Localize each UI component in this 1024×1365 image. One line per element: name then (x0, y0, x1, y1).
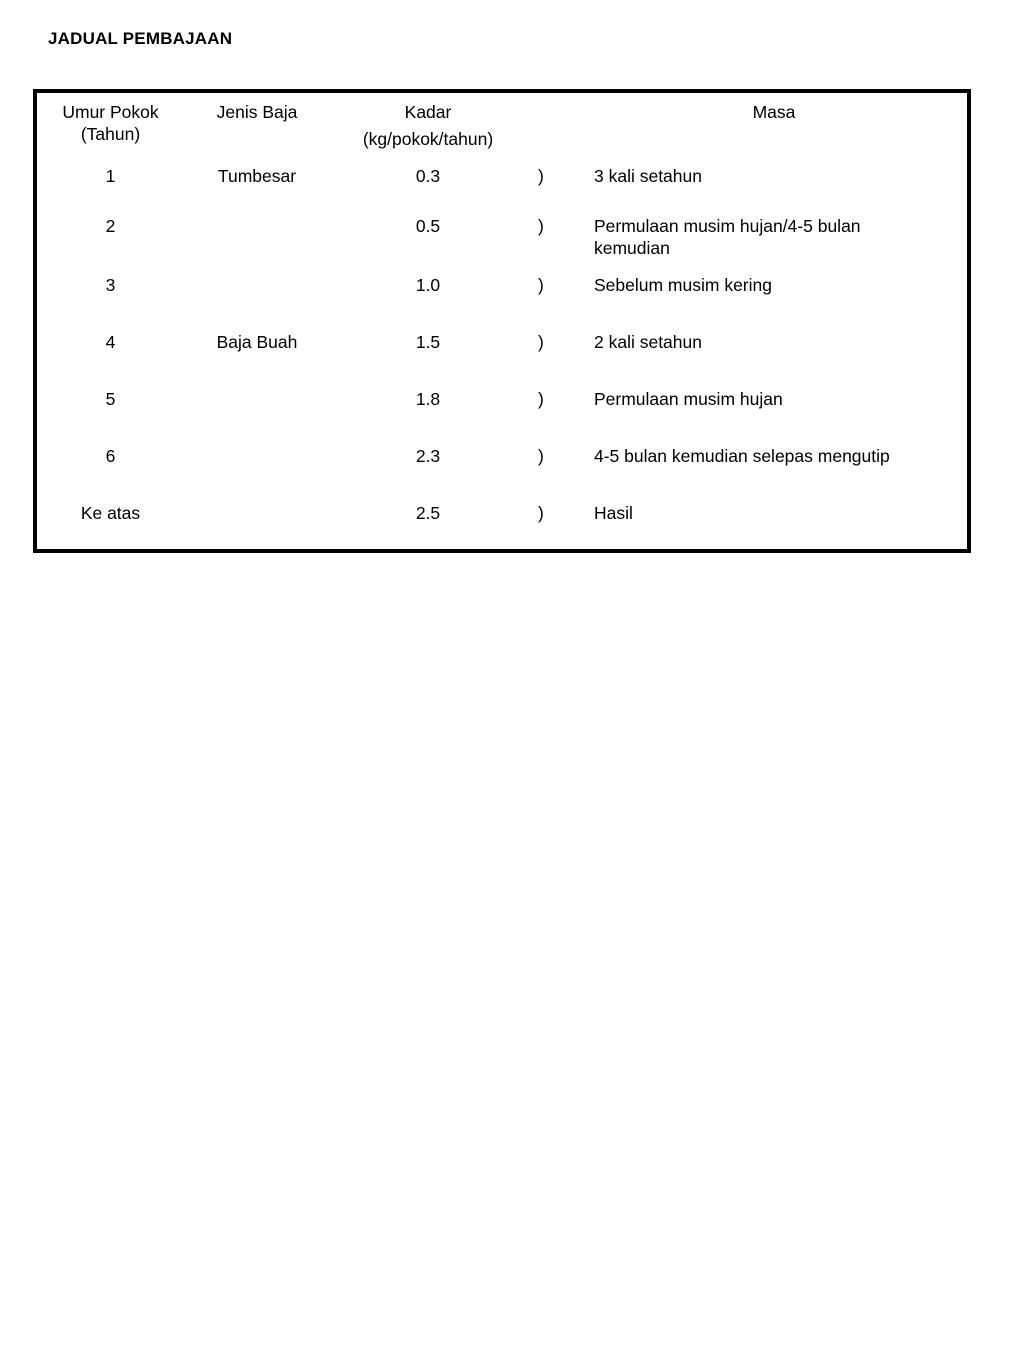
header-jenis-baja: Jenis Baja (216, 102, 298, 122)
row-1-kadar: 0.3 (415, 166, 441, 186)
row-3-masa: Sebelum musim kering (594, 275, 772, 295)
page-title: JADUAL PEMBAJAAN (48, 29, 233, 48)
row-4-bracket: ) (538, 332, 544, 352)
row-7-bracket: ) (538, 503, 544, 523)
header-umur-pokok: Umur Pokok (62, 102, 159, 122)
row-4-umur: 4 (105, 332, 116, 352)
row-4-kadar: 1.5 (415, 332, 441, 352)
row-5-masa: Permulaan musim hujan (594, 389, 783, 409)
row-5-bracket: ) (538, 389, 544, 409)
row-1-umur: 1 (105, 166, 116, 186)
row-1-masa: 3 kali setahun (594, 166, 702, 186)
row-3-bracket: ) (538, 275, 544, 295)
fertilizer-schedule-table (33, 89, 971, 553)
row-1-bracket: ) (538, 166, 544, 186)
row-7-umur: Ke atas (80, 503, 141, 523)
header-umur-tahun: (Tahun) (80, 124, 141, 144)
header-kadar-unit: (kg/pokok/tahun) (362, 129, 494, 149)
row-5-umur: 5 (105, 389, 116, 409)
row-7-masa: Hasil (594, 503, 633, 523)
row-2-kadar: 0.5 (415, 216, 441, 236)
row-3-kadar: 1.0 (415, 275, 441, 295)
row-3-umur: 3 (105, 275, 116, 295)
row-6-bracket: ) (538, 446, 544, 466)
row-2-bracket: ) (538, 216, 544, 236)
row-2-umur: 2 (105, 216, 116, 236)
header-masa: Masa (752, 102, 796, 122)
row-6-masa: 4-5 bulan kemudian selepas mengutip (594, 446, 890, 466)
row-7-kadar: 2.5 (415, 503, 441, 523)
row-5-kadar: 1.8 (415, 389, 441, 409)
header-kadar: Kadar (404, 102, 452, 122)
row-2-masa: Permulaan musim hujan/4-5 bulan kemudian (594, 216, 861, 258)
row-4-jenis: Baja Buah (216, 332, 298, 352)
row-4-masa: 2 kali setahun (594, 332, 702, 352)
row-6-kadar: 2.3 (415, 446, 441, 466)
row-6-umur: 6 (105, 446, 116, 466)
row-1-jenis: Tumbesar (217, 166, 297, 186)
